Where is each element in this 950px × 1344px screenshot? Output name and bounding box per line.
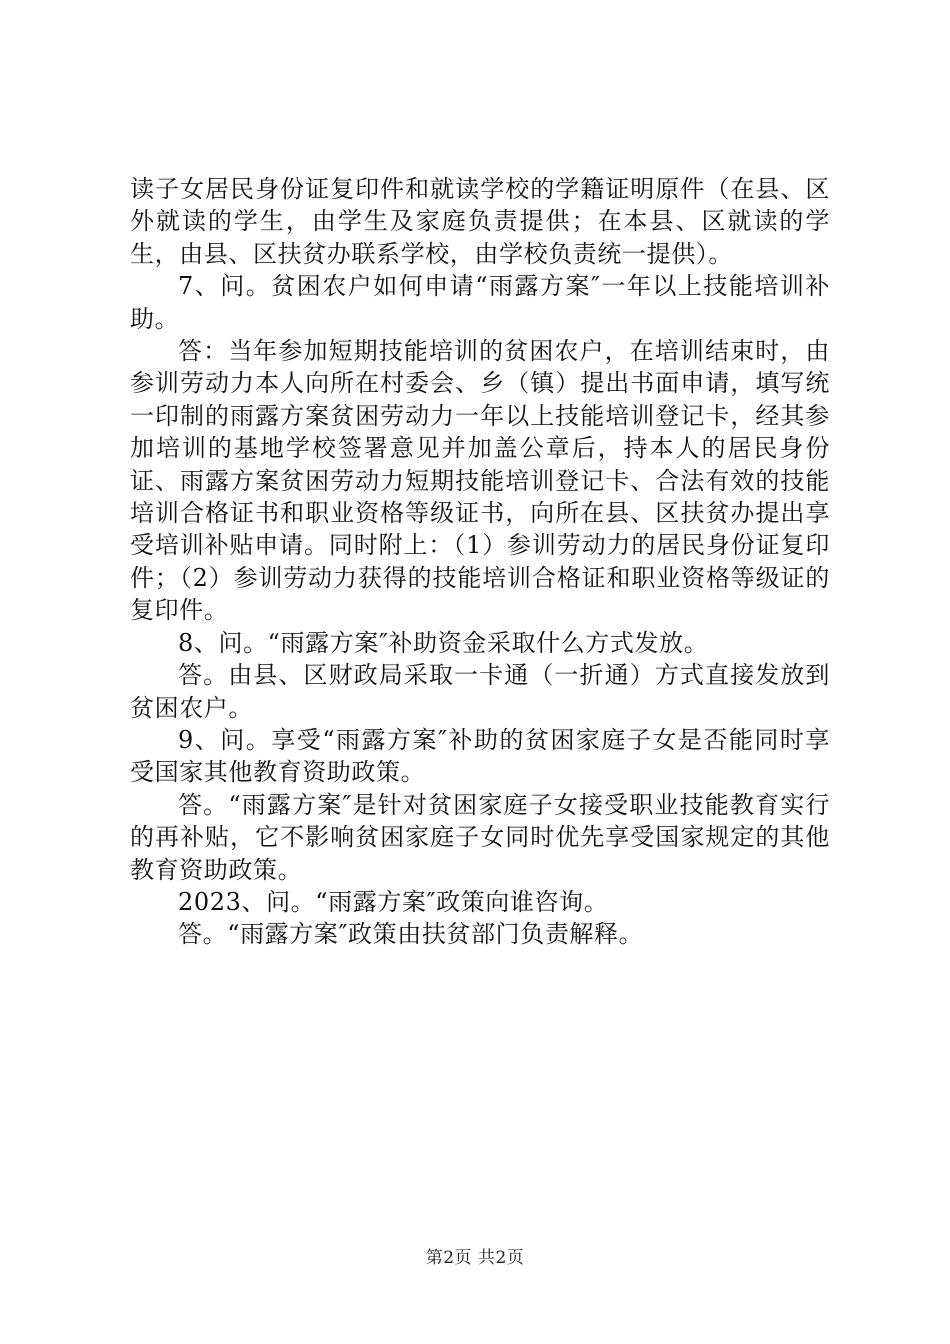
- answer-8: 答。由县、区财政局采取一卡通（一折通）方式直接发放到贫困农户。: [130, 661, 830, 722]
- question-10: 2023、问。“雨露方案″政策向谁咨询。: [178, 887, 609, 916]
- paragraph-continuation: 读子女居民身份证复印件和就读学校的学籍证明原件（在县、区外就读的学生，由学生及家庭负责提供；在本县、区就读的学生，由县、区扶贫办联系学校，由学校负责统一提供）。: [130, 175, 830, 268]
- question-9: 9、问。享受“雨露方案″补助的贫困家庭子女是否能同时享受国家其他教育资助政策。: [130, 725, 830, 787]
- document-body: [130, 173, 830, 951]
- question-7: 7、问。贫困农户如何申请“雨露方案″一年以上技能培训补助。: [130, 272, 830, 333]
- answer-9: 答。“雨露方案″是针对贫困家庭子女接受职业技能教育实行的再补贴，它不影响贫困家庭子女同时优先享受国家规定的其他教育资助政策。: [130, 790, 830, 884]
- answer-7: 答：当年参加短期技能培训的贫困农户，在培训结束时，由参训劳动力本人向所在村委会、乡（镇）提出书面申请，填写统一印制的雨露方案贫困劳动力一年以上技能培训登记卡，经其参加培训的基地学校签署意见并加盖公章后，持本人的居民身份证、雨露方案贫困劳动力短期技能培训登记卡、合法有效的技能培训合格证书和职业资格等级证书，向所在县、区扶贫办提出享受培训补贴申请。同时附上：（1）参训劳动力的居民身份证复印件；（2）参训劳动力获得的技能培训合格证和职业资格等级证的复印件。: [130, 337, 830, 625]
- answer-10: 答。“雨露方案″政策由扶贫部门负责解释。: [178, 920, 644, 949]
- question-8: 8、问。“雨露方案″补助资金采取什么方式发放。: [178, 628, 709, 657]
- page-number-footer: 第2页 共2页: [425, 1248, 525, 1268]
